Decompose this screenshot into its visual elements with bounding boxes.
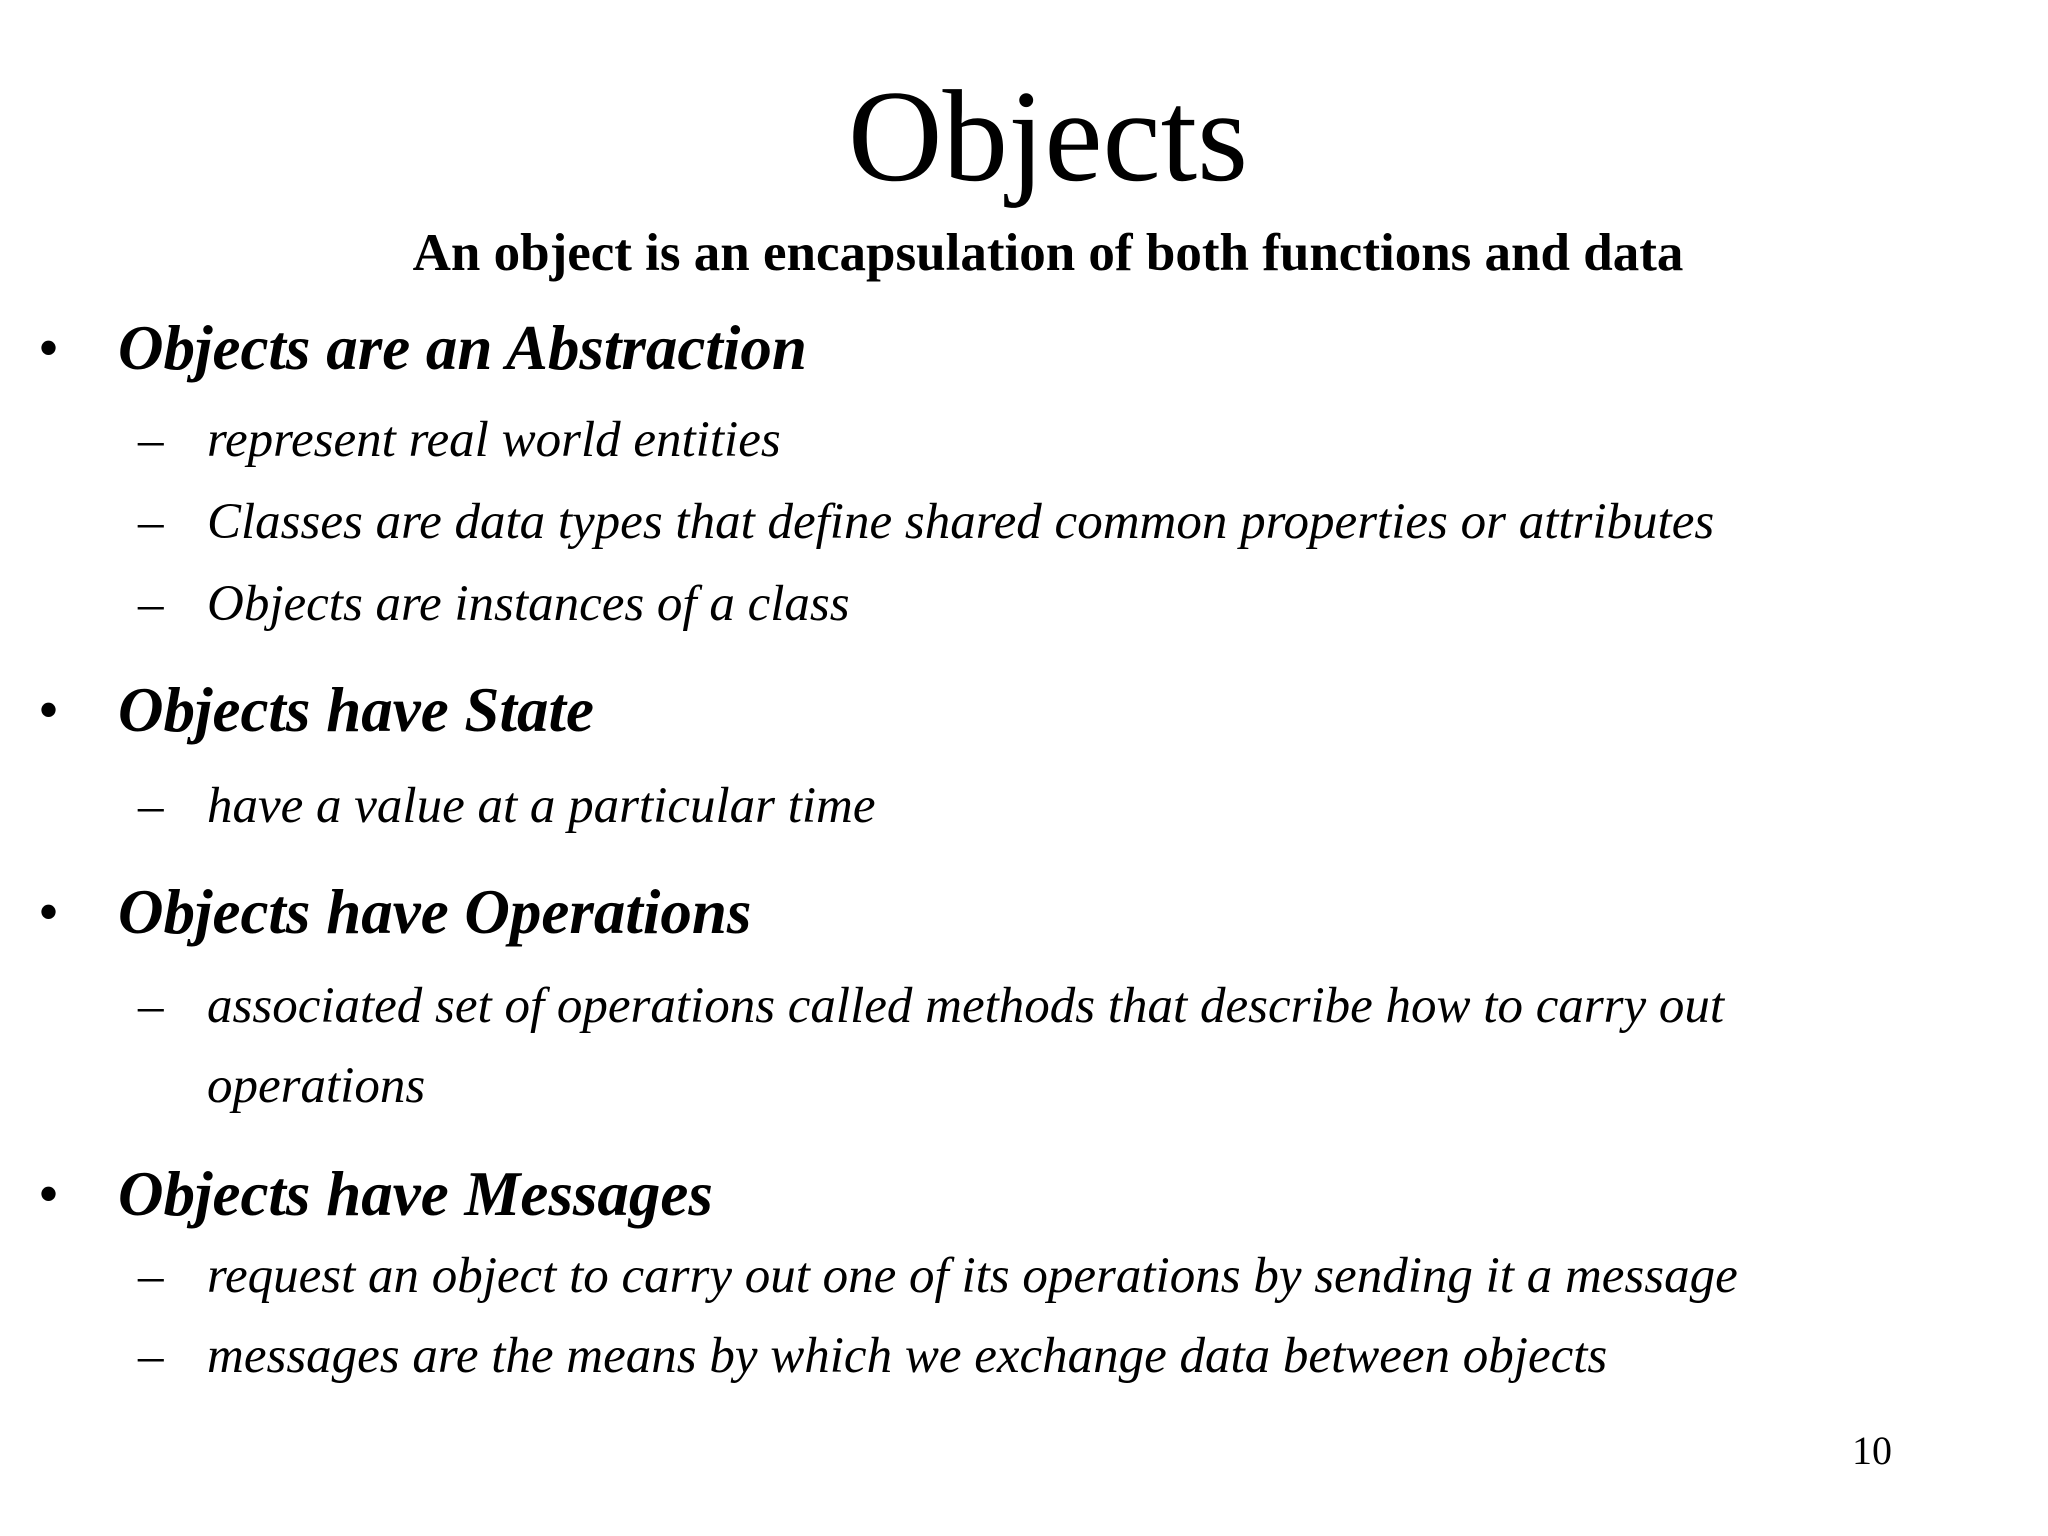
sub-item-text: have a value at a particular time	[207, 778, 876, 834]
dash-icon: –	[138, 978, 164, 1034]
dash-icon: –	[138, 576, 164, 632]
sub-item-text: Classes are data types that define shared common properties or attributes	[207, 494, 1715, 550]
dash-icon: –	[138, 778, 164, 834]
bullet-icon: •	[38, 677, 60, 743]
bullet-label: Objects have State	[118, 675, 594, 745]
bullet-icon: •	[38, 315, 60, 381]
slide-subtitle: An object is an encapsulation of both functions and data	[412, 224, 1684, 282]
slide-title: Objects	[847, 64, 1249, 209]
page-number: 10	[1852, 1428, 1892, 1473]
bullet-icon: •	[38, 879, 60, 945]
dash-icon: –	[138, 1328, 164, 1384]
sub-item-text: request an object to carry out one of its operations by sending it a message	[207, 1248, 1738, 1304]
dash-icon: –	[138, 494, 164, 550]
bullet-label: Objects have Operations	[118, 877, 752, 947]
dash-icon: –	[138, 1248, 164, 1304]
bullet-label: Objects are an Abstraction	[118, 313, 807, 383]
sub-item-text: represent real world entities	[207, 412, 781, 468]
sub-item-text: Objects are instances of a class	[207, 576, 850, 632]
bullet-icon: •	[38, 1161, 60, 1227]
bullet-label: Objects have Messages	[118, 1159, 713, 1229]
sub-item-text: messages are the means by which we exchange data between objects	[207, 1328, 1608, 1384]
sub-item-text: operations	[207, 1058, 426, 1114]
sub-item-text: associated set of operations called methods that describe how to carry out	[207, 978, 1725, 1034]
dash-icon: –	[138, 412, 164, 468]
